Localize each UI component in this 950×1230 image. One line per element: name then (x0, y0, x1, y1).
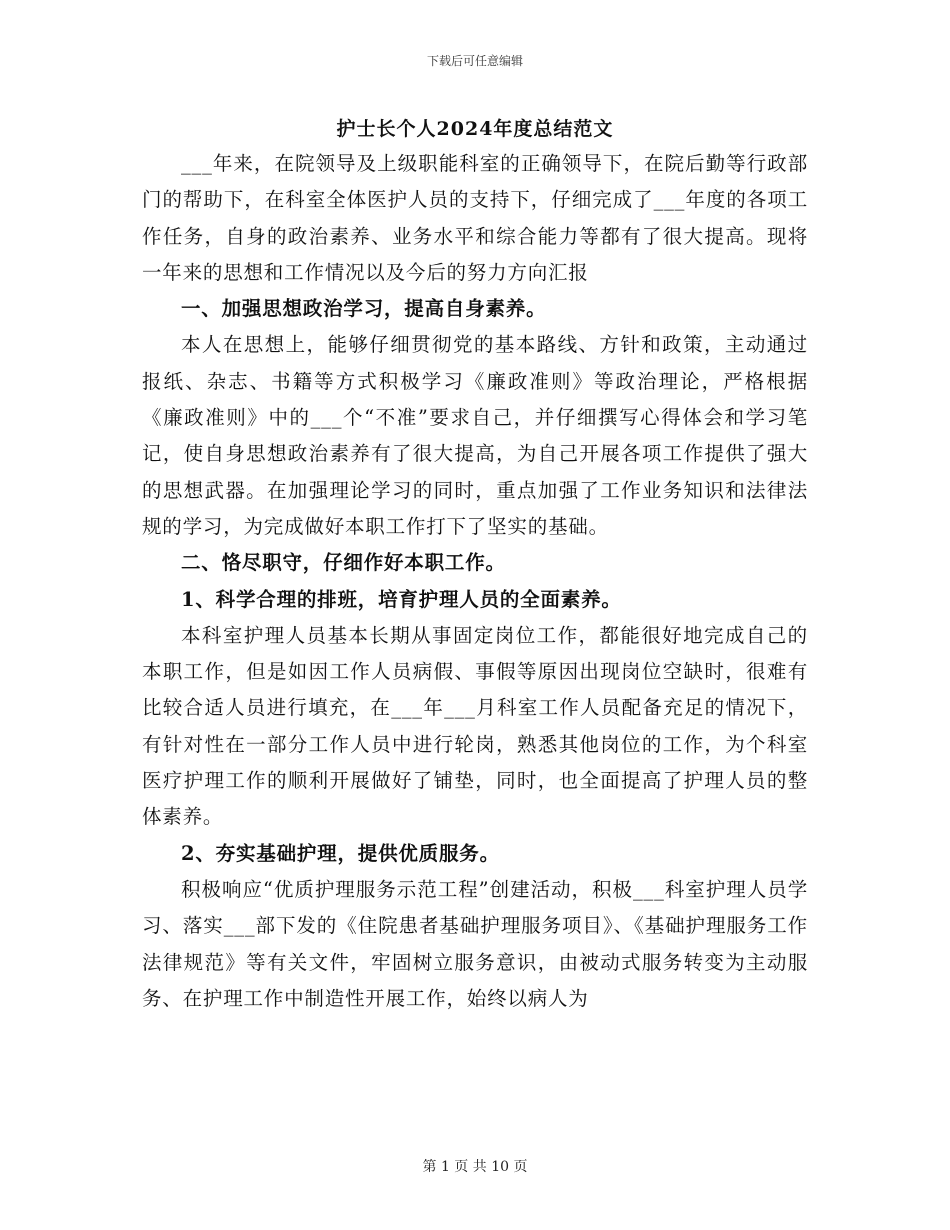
body-paragraph: 本人在思想上，能够仔细贯彻党的基本路线、方针和政策，主动通过报纸、杂志、书籍等方式积极学习《廉政准则》等政治理论，严格根据《廉政准则》中的___个“不准”要求自己，并仔细撰写心得体会和学习笔记，使自身思想政治素养有了很大提高，为自己开展各项工作提供了强大的思想武器。在加强理论学习的同时，重点加强了工作业务知识和法律法规的学习，为完成做好本职工作打下了坚实的基础。 (142, 333, 808, 538)
subsection-heading-1: 1、科学合理的排班，培育护理人员的全面素养。 (181, 587, 622, 611)
header-note: 下载后可任意编辑 (426, 54, 523, 68)
subsection-heading-2: 2、夯实基础护理，提供优质服务。 (181, 841, 500, 865)
document-body (142, 146, 808, 1017)
section-heading-1: 一、加强思想政治学习，提高自身素养。 (181, 297, 547, 321)
section-heading-2: 二、恪尽职守，仔细作好本职工作。 (181, 551, 506, 575)
intro-paragraph: ___年来，在院领导及上级职能科室的正确领导下，在院后勤等行政部门的帮助下，在科室全体医护人员的支持下，仔细完成了___年度的各项工作任务，自身的政治素养、业务水平和综合能力等都有了很大提高。现将一年来的思想和工作情况以及今后的努力方向汇报 (142, 152, 808, 284)
body-paragraph: 本科室护理人员基本长期从事固定岗位工作，都能很好地完成自己的本职工作，但是如因工作人员病假、事假等原因出现岗位空缺时，很难有比较合适人员进行填充，在___年___月科室工作人员配备充足的情况下，有针对性在一部分工作人员中进行轮岗，熟悉其他岗位的工作，为个科室医疗护理工作的顺利开展做好了铺垫，同时，也全面提高了护理人员的整体素养。 (142, 623, 808, 829)
body-paragraph: 积极响应“优质护理服务示范工程”创建活动，积极___科室护理人员学习、落实___部下发的《住院患者基础护理服务项目》、《基础护理服务工作法律规范》等有关文件，牢固树立服务意识，由被动式服务转变为主动服务、在护理工作中制造性开展工作，始终以病人为 (142, 877, 808, 1010)
document-title: 护士长个人2024年度总结范文 (336, 118, 614, 140)
page-number: 第 1 页 共 10 页 (422, 1159, 528, 1175)
